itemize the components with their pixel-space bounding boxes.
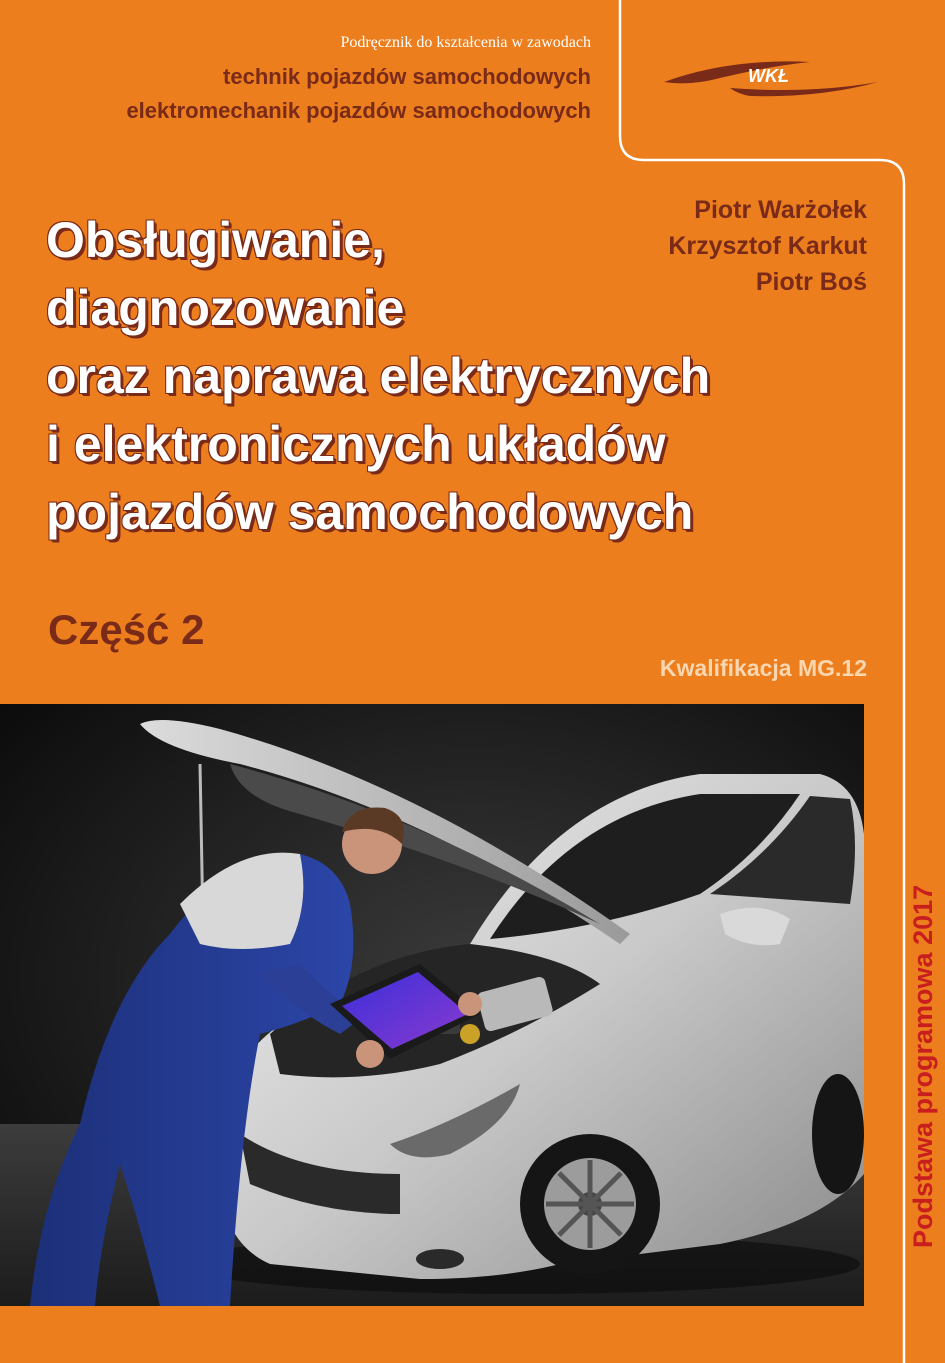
cover-photo: [0, 704, 864, 1306]
title-line-5: pojazdów samochodowych: [46, 484, 694, 540]
part-number: Część 2: [48, 606, 205, 653]
profession-1: technik pojazdów samochodowych: [223, 64, 591, 89]
author-1: Piotr Warżołek: [694, 196, 867, 224]
profession-2: elektromechanik pojazdów samochodowych: [126, 98, 591, 123]
handbook-subtitle: Podręcznik do kształcenia w zawodach: [340, 34, 591, 51]
publisher-logo: [660, 52, 882, 104]
qualification: Kwalifikacja MG.12: [659, 655, 867, 681]
car-rear-wheel: [812, 1074, 864, 1194]
title-line-2: diagnozowanie: [46, 280, 405, 336]
title-line-3: oraz naprawa elektrycznych: [46, 348, 711, 404]
book-title: [46, 206, 886, 546]
author-2: Krzysztof Karkut: [668, 232, 867, 260]
author-3: Piotr Boś: [755, 268, 867, 296]
car-fog-light: [416, 1249, 464, 1269]
publisher-logo-text: WKŁ: [748, 66, 789, 86]
curriculum-label: Podstawa programowa 2017: [908, 884, 938, 1248]
title-line-4: i elektronicznych układów: [46, 416, 666, 472]
title-line-1: Obsługiwanie,: [46, 212, 385, 268]
